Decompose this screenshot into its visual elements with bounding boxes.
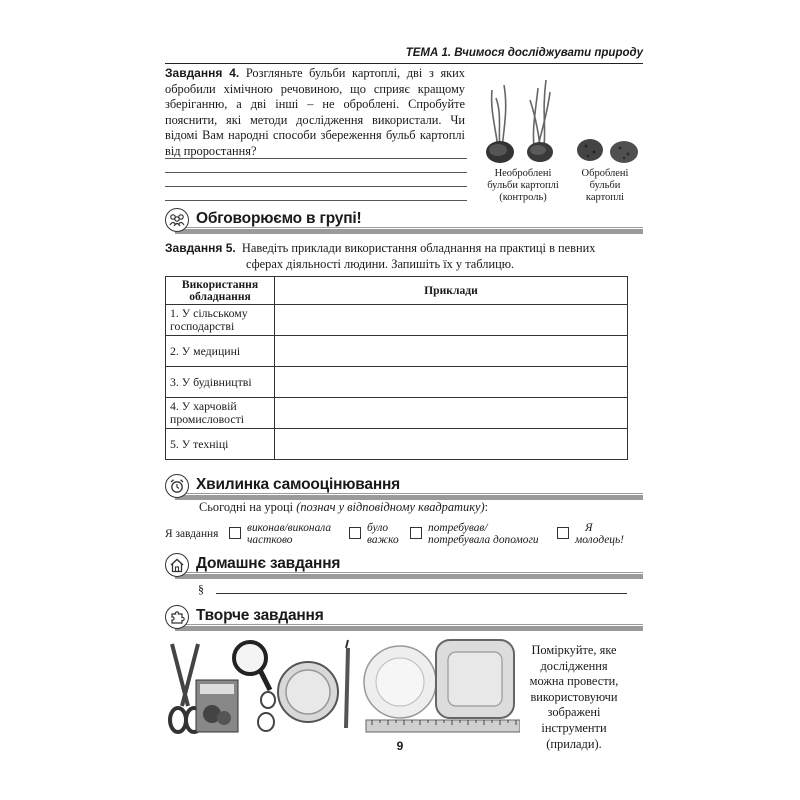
table-row: [166, 429, 628, 460]
tools-illustration: [160, 636, 520, 740]
homework-answer-line[interactable]: [216, 593, 627, 594]
page-number: 9: [396, 739, 404, 753]
sprouting-potatoes-image: [478, 70, 644, 170]
checkbox-partially[interactable]: [229, 527, 241, 539]
creative-section: [165, 605, 643, 631]
section-title: Домашнє завдання: [196, 555, 341, 572]
checkbox-needed-help[interactable]: [410, 527, 422, 539]
self-prefix: Я завдання: [165, 528, 219, 540]
table-row: [166, 398, 628, 429]
table-answer-cell[interactable]: [275, 429, 628, 460]
table-row-label: 1. У сільському господарстві: [166, 305, 275, 336]
table-answer-cell[interactable]: [275, 367, 628, 398]
alarm-clock-icon: [165, 474, 189, 498]
petri-dish-image: [278, 662, 338, 722]
equipment-usage-table: [165, 276, 628, 460]
section-title: Творче завдання: [196, 607, 324, 624]
seed-packet-image: [196, 680, 238, 732]
answer-line: [165, 200, 467, 201]
self-assessment-options: [165, 520, 643, 552]
task4-body: Розгляньте бульби картоплі, дві з яких обробили хімічною речовиною, що сприяє кращому зберіганню, а дві інші – не оброблені. Спробуйте пояснити, які методи дослідження використали. Чи відомі Вам народні способи збереження бульб картоплі від проростання?: [165, 66, 465, 158]
paragraph-sign: §: [198, 582, 204, 596]
paper-muffin-cup-image: [364, 646, 436, 718]
table-row: [166, 367, 628, 398]
homework-section: [165, 553, 643, 579]
table-header-usage: Використання обладнання: [166, 277, 275, 305]
answer-line: [165, 158, 467, 159]
house-icon: [165, 553, 189, 577]
caption-treated: Оброблені бульби картоплі: [581, 168, 629, 203]
table-answer-cell[interactable]: [275, 398, 628, 429]
table-answer-cell[interactable]: [275, 336, 628, 367]
today-prompt: Сьогодні на уроці (познач у відповідному квадратику):: [199, 500, 489, 514]
header-title: ТЕМА 1. Вчимося досліджувати природу: [405, 47, 643, 59]
task5-label: Завдання 5.: [165, 241, 236, 255]
option-well-done: Я молодець!: [575, 522, 624, 546]
magnifying-glass-image: [234, 642, 270, 690]
section-title: Хвилинка самооцінювання: [196, 476, 400, 493]
answer-line: [165, 186, 467, 187]
answer-line: [165, 172, 467, 173]
group-discussion-section: [165, 208, 643, 234]
plastic-container-image: [436, 640, 514, 718]
puzzle-icon: [165, 605, 189, 629]
option-needed-help: потребував/ потребувала допомоги: [428, 522, 539, 546]
table-row: [166, 305, 628, 336]
ruler-image: [366, 720, 520, 732]
table-row-label: 3. У будівництві: [166, 367, 275, 398]
checkbox-difficult[interactable]: [349, 527, 361, 539]
table-row: [166, 336, 628, 367]
section-title: Обговорюємо в групі!: [196, 210, 362, 227]
table-answer-cell[interactable]: [275, 305, 628, 336]
checkbox-well-done[interactable]: [557, 527, 569, 539]
table-header-examples: Приклади: [275, 277, 628, 305]
potato-illustration: [478, 70, 644, 170]
creative-task-text: Поміркуйте, яке дослідження можна провести, використовуючи зображені інструменти (прилади).: [529, 643, 619, 751]
task4-text: [165, 66, 465, 159]
option-partially: виконав/виконала частково: [247, 522, 332, 546]
option-difficult: було важко: [367, 522, 399, 546]
group-discussion-icon: [165, 208, 189, 232]
caption-untreated: Необроблені бульби картоплі (контроль): [487, 168, 559, 203]
table-row-label: 2. У медицині: [166, 336, 275, 367]
task4-label: Завдання 4.: [165, 66, 240, 80]
table-row-label: 4. У харчовій промисловості: [166, 398, 275, 429]
self-assessment-section: [165, 474, 643, 500]
table-row-label: 5. У техніці: [166, 429, 275, 460]
running-header: [165, 46, 643, 64]
task5-text: Завдання 5. Наведіть приклади використання обладнання на практиці в певних сферах діяльності людини. Запишіть їх у таблицю.: [165, 241, 596, 271]
